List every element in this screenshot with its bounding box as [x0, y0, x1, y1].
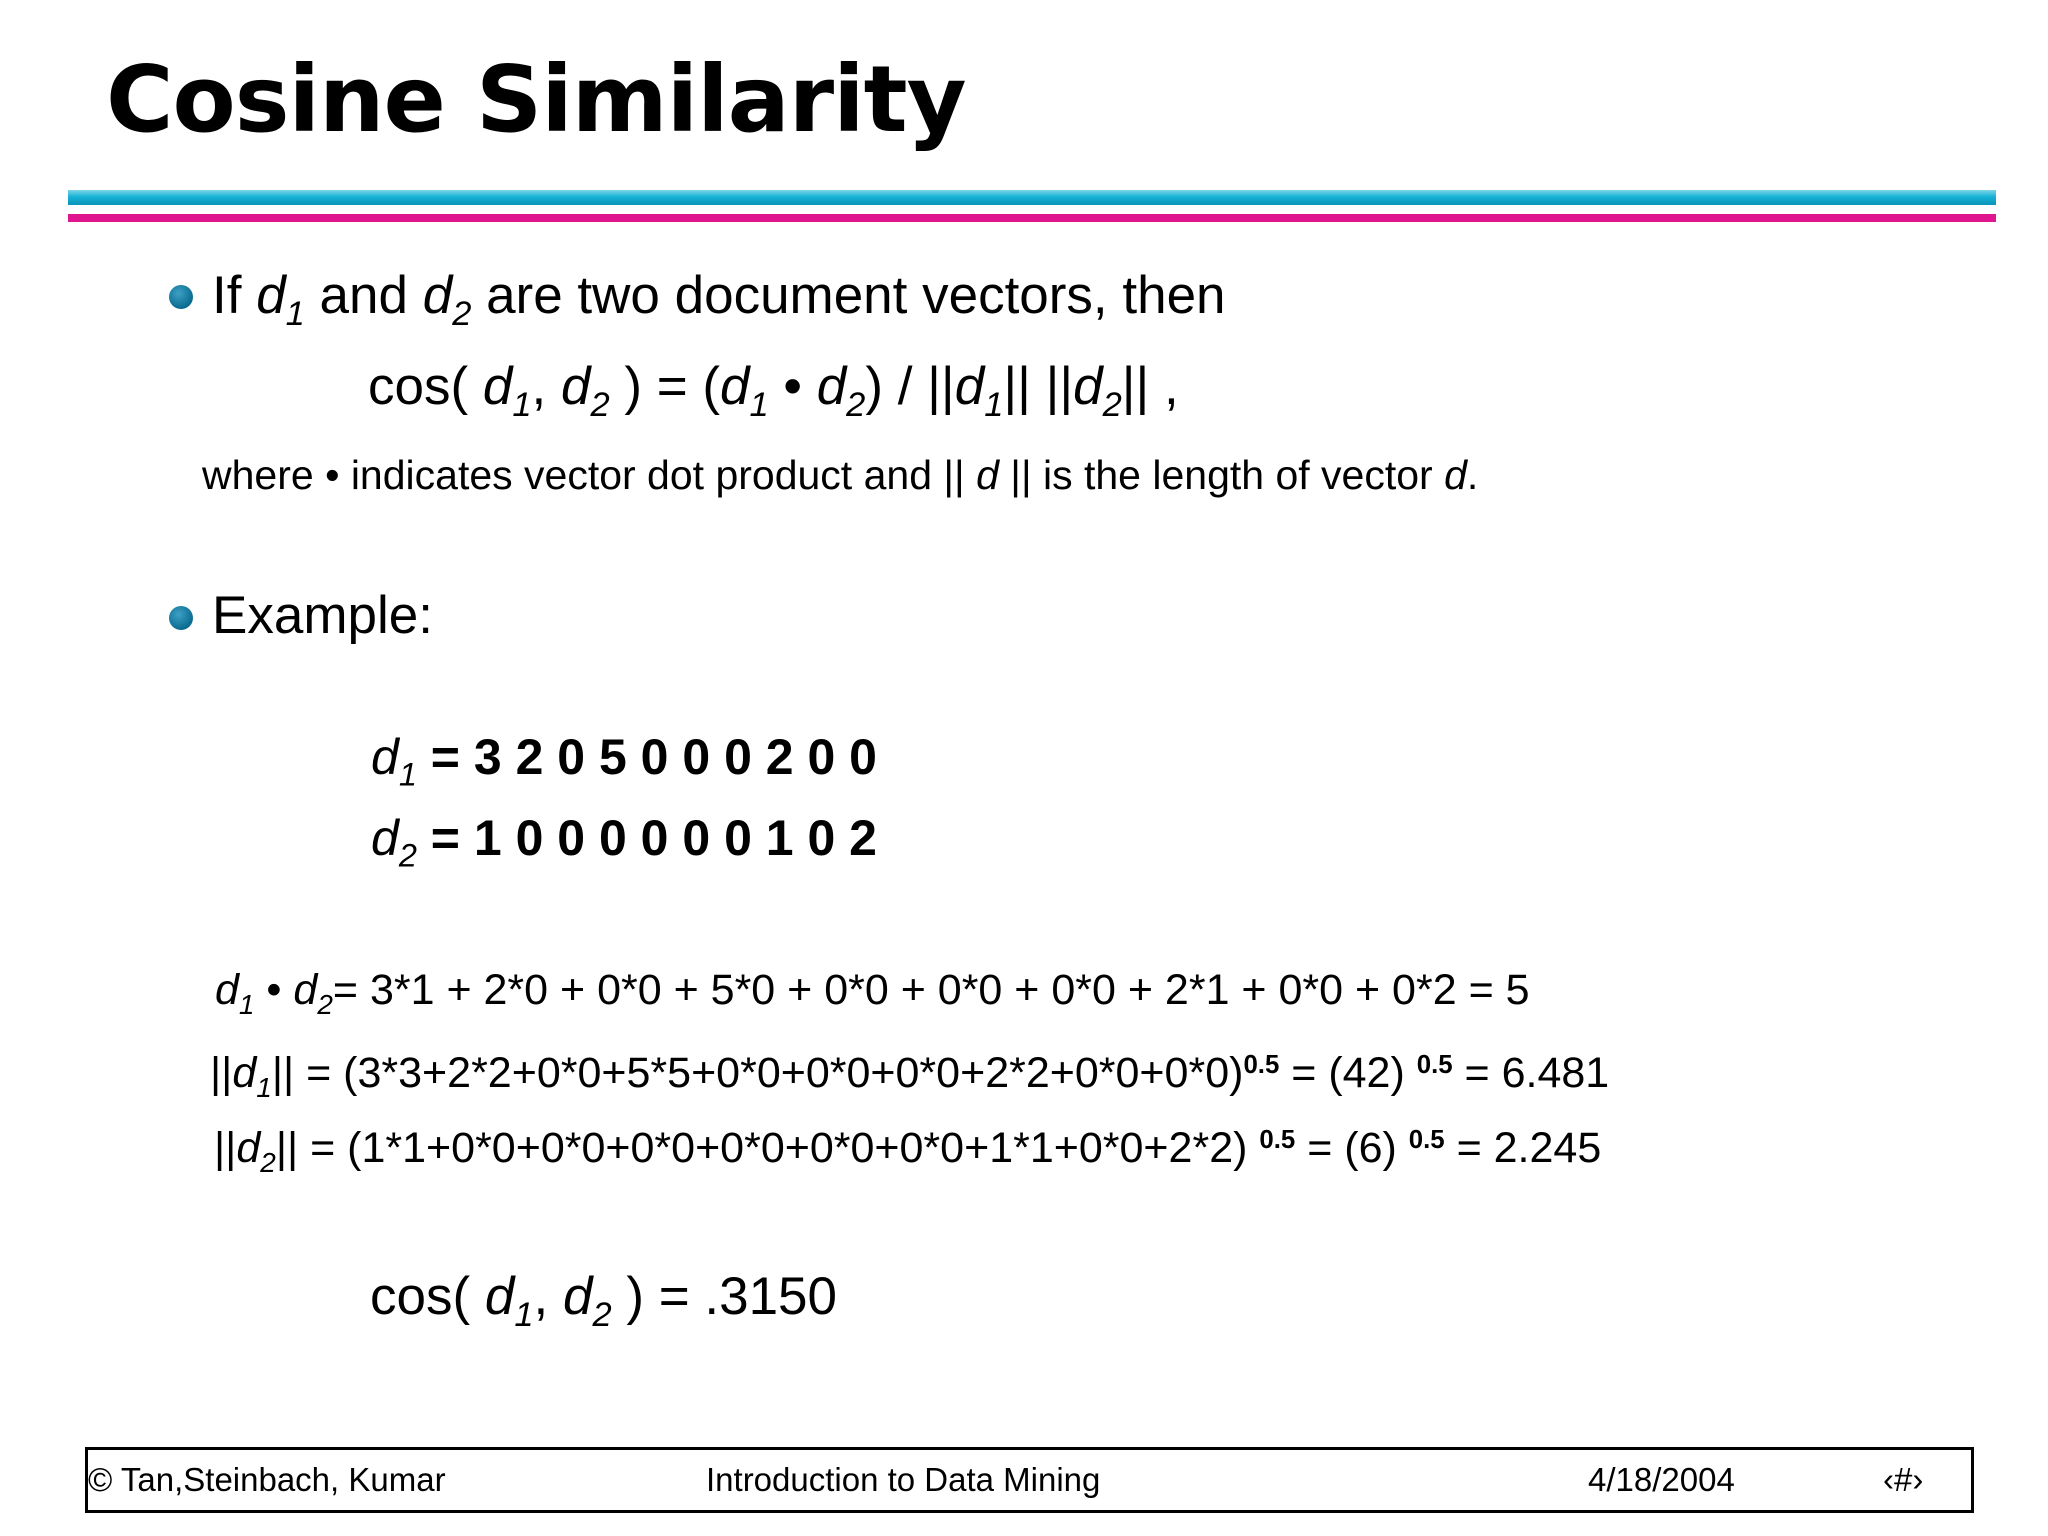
- title-rule-cyan: [68, 190, 1996, 205]
- bullet-icon: [169, 606, 193, 630]
- vector-d2-values: 1 0 0 0 0 0 0 1 0 2: [473, 810, 877, 866]
- slide-title: Cosine Similarity: [106, 46, 966, 153]
- bullet1-text: If $d_1$ and $d_2$ are two document vectors, then: [212, 266, 1226, 334]
- slide-footer: [85, 1447, 1974, 1513]
- formula-note: where • indicates vector dot product and || d || is the length of vector d.: [202, 452, 1479, 498]
- vector-d1: $d_1 = 3$ 2 0 5 0 0 0 2 0 0: [371, 729, 877, 793]
- footer-authors: © Tan,Steinbach, Kumar: [88, 1461, 446, 1498]
- vector-d1-values: 3 2 0 5 0 0 0 2 0 0: [473, 729, 877, 785]
- footer-course: Introduction to Data Mining: [706, 1461, 1101, 1498]
- cosine-result: cos( $d_1$, $d_2$ ) = .3150: [370, 1267, 837, 1335]
- cosine-formula: cos( $d_1$, $d_2$ ) = ($d_1$ • $d_2) / ||d_1||$ $||d_2||$ ,: [368, 357, 1179, 425]
- bullet-icon: [169, 285, 193, 309]
- norm-d2-calc: $||d_2|| = (1*1+0*0+0*0+0*0+0*0+0*0+0*0+1*1+0*0+2*2) ^{0.5} = (6) ^{0.5} = 2.245$: [214, 1124, 1602, 1178]
- example-label: Example:: [212, 586, 433, 645]
- footer-date: 4/18/2004: [1588, 1461, 1735, 1498]
- footer-page-number: ‹#›: [1883, 1461, 1924, 1498]
- norm-d1-calc: $||d_1|| = (3*3+2*2+0*0+5*5+0*0+0*0+0*0+2*2+0*0+0*0)^{0.5} = (42) ^{0.5} = 6.481$: [210, 1049, 1610, 1103]
- title-rule-magenta: [68, 214, 1996, 222]
- vector-d2: $d_2 = 1$ 0 0 0 0 0 0 1 0 2: [371, 810, 877, 874]
- dot-product-calc: $d_1$ • $d_2= 3*1 + 2*0 + 0*0 + 5*0 + 0*0 + 0*0 + 0*0 + 2*1 + 0*0 + 0*2 = 5$: [215, 966, 1530, 1020]
